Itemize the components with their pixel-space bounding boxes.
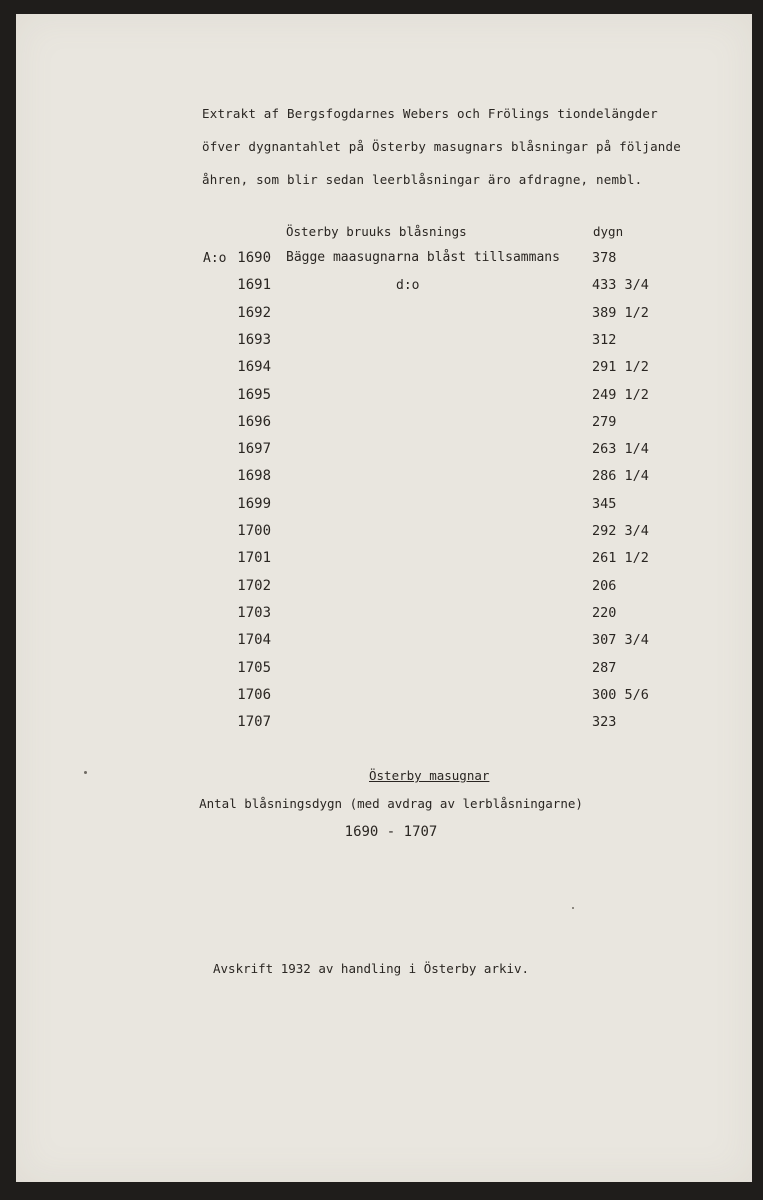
table-year: 1698	[237, 468, 271, 484]
table-days: 300 5/6	[592, 687, 649, 703]
table-days: 220	[592, 605, 617, 621]
table-days: 389 1/2	[592, 305, 649, 321]
table-unit-header: dygn	[593, 224, 624, 239]
year-prefix: A:o	[203, 251, 227, 266]
table-days: 345	[592, 496, 617, 512]
table-days: 249 1/2	[592, 387, 649, 403]
table-days: 292 3/4	[592, 523, 649, 539]
table-days: 312	[592, 332, 617, 348]
table-year: 1700	[237, 523, 271, 539]
summary-title: Österby masugnar	[369, 768, 490, 783]
table-days: 261 1/2	[592, 550, 649, 566]
table-days: 279	[592, 414, 617, 430]
table-year: 1693	[237, 332, 271, 348]
table-year: 1699	[237, 496, 271, 512]
table-year: 1697	[237, 441, 271, 457]
table-days: 323	[592, 714, 617, 730]
table-days: 291 1/2	[592, 359, 649, 375]
table-column-header: Österby bruuks blåsnings	[286, 224, 467, 239]
first-row-description: Bägge maasugnarna blåst tillsammans	[286, 250, 560, 265]
table-days: 263 1/4	[592, 441, 649, 457]
table-days: 433 3/4	[592, 277, 649, 293]
paper-speck	[572, 907, 574, 909]
ditto-mark: d:o	[396, 278, 420, 293]
table-year: 1701	[237, 550, 271, 566]
table-days: 206	[592, 578, 617, 594]
table-year: 1707	[237, 714, 271, 730]
table-year: 1694	[237, 359, 271, 375]
document-sheet	[16, 14, 752, 1182]
summary-range: 1690 - 1707	[344, 824, 438, 840]
table-days: 287	[592, 660, 617, 676]
table-year: 1695	[237, 387, 271, 403]
table-year: 1706	[237, 687, 271, 703]
table-year: 1690	[237, 250, 271, 266]
table-year: 1705	[237, 660, 271, 676]
table-year: 1704	[237, 632, 271, 648]
table-year: 1702	[237, 578, 271, 594]
table-year: 1703	[237, 605, 271, 621]
table-year: 1692	[237, 305, 271, 321]
copy-note: Avskrift 1932 av handling i Österby arkiv.	[213, 961, 530, 976]
summary-subtitle: Antal blåsningsdygn (med avdrag av lerblåsningarne)	[199, 796, 583, 811]
table-days: 286 1/4	[592, 468, 649, 484]
table-year: 1691	[237, 277, 271, 293]
intro-line-1: Extrakt af Bergsfogdarnes Webers och Frölings tiondelängder	[202, 106, 658, 121]
table-days: 307 3/4	[592, 632, 649, 648]
intro-line-2: öfver dygnantahlet på Österby masugnars blåsningar på följande	[202, 139, 681, 154]
table-year: 1696	[237, 414, 271, 430]
table-days: 378	[592, 250, 617, 266]
intro-line-3: åhren, som blir sedan leerblåsningar äro afdragne, nembl.	[202, 172, 643, 187]
paper-speck	[84, 771, 87, 774]
